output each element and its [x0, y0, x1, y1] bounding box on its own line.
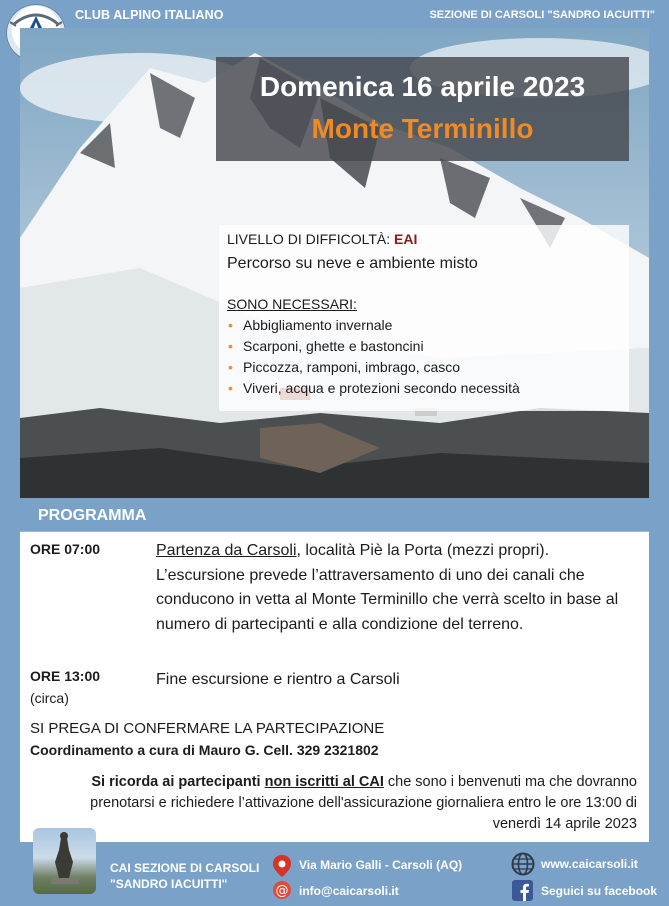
footer-section-line2: "SANDRO IACUITTI": [110, 877, 228, 891]
map-pin-icon: [272, 854, 292, 883]
address-text: Via Mario Galli - Carsoli (AQ): [299, 858, 463, 872]
event-place: Monte Terminillo: [311, 113, 534, 144]
at-sign-icon: [272, 880, 292, 905]
coordination-text: Coordinamento a cura di Mauro G. Cell. 329 2321802: [30, 742, 379, 758]
notice-rest: che sono i benvenuti ma che dovranno prenotarsi e richiedere l’attivazione dell'assicurazione giornaliera entro le ore 13:00 di venerdì 14 aprile 2023: [90, 774, 637, 832]
website-link[interactable]: www.caicarsoli.it: [541, 857, 638, 871]
program-time-note: (circa): [30, 690, 69, 706]
difficulty-box: [219, 225, 629, 411]
notice-lead: Si ricorda ai partecipanti: [91, 774, 261, 790]
title-box: [216, 57, 629, 161]
difficulty-label: LIVELLO DI DIFFICOLTÀ:: [227, 231, 391, 247]
difficulty-line: [227, 231, 417, 247]
program-time: ORE 13:00: [30, 668, 101, 684]
event-date: Domenica 16 aprile 2023: [259, 71, 586, 102]
svg-text:@: @: [275, 883, 289, 899]
insurance-notice: [77, 772, 637, 835]
program-heading: PROGRAMMA: [38, 507, 147, 524]
facebook-link[interactable]: Seguici su facebook: [541, 884, 658, 898]
program-text-body: , località Piè la Porta (mezzi propri). L’escursione prevede l’attraversamento di uno dei canali che conducono in vetta al Monte Terminillo che verrà scelto in base al numero di partecipanti e alla condizione del terreno.: [156, 542, 619, 633]
footer-section-line1: CAI SEZIONE DI CARSOLI: [110, 861, 260, 875]
difficulty-description: Percorso su neve e ambiente misto: [227, 255, 478, 272]
notice-underlined: non iscritti al CAI: [264, 774, 384, 790]
program-text: [156, 539, 632, 637]
section-title: SEZIONE DI CARSOLI "SANDRO IACUITTI": [429, 9, 655, 21]
list-item: • Abbigliamento invernale: [227, 317, 520, 338]
globe-icon: [511, 852, 535, 881]
required-title: SONO NECESSARI:: [227, 296, 357, 312]
required-list: [227, 317, 520, 401]
list-item: • Viveri, acqua e protezioni secondo necessità: [227, 380, 520, 401]
confirm-text: SI PREGA DI CONFERMARE LA PARTECIPAZIONE: [30, 720, 385, 737]
email-link[interactable]: info@caicarsoli.it: [299, 884, 399, 898]
facebook-icon[interactable]: [512, 880, 533, 906]
program-panel: [20, 531, 649, 842]
club-title: CLUB ALPINO ITALIANO: [75, 8, 224, 22]
footer-section-name: [110, 860, 259, 892]
footer: [0, 844, 669, 904]
list-item: • Scarponi, ghette e bastoncini: [227, 338, 520, 359]
difficulty-level: EAI: [394, 231, 418, 247]
departure-link-text: Partenza da Carsoli: [156, 542, 297, 559]
program-time: ORE 07:00: [30, 541, 101, 557]
list-item: • Piccozza, ramponi, imbrago, casco: [227, 359, 520, 380]
program-text: Fine escursione e rientro a Carsoli: [156, 671, 400, 688]
monument-photo: [33, 828, 96, 894]
